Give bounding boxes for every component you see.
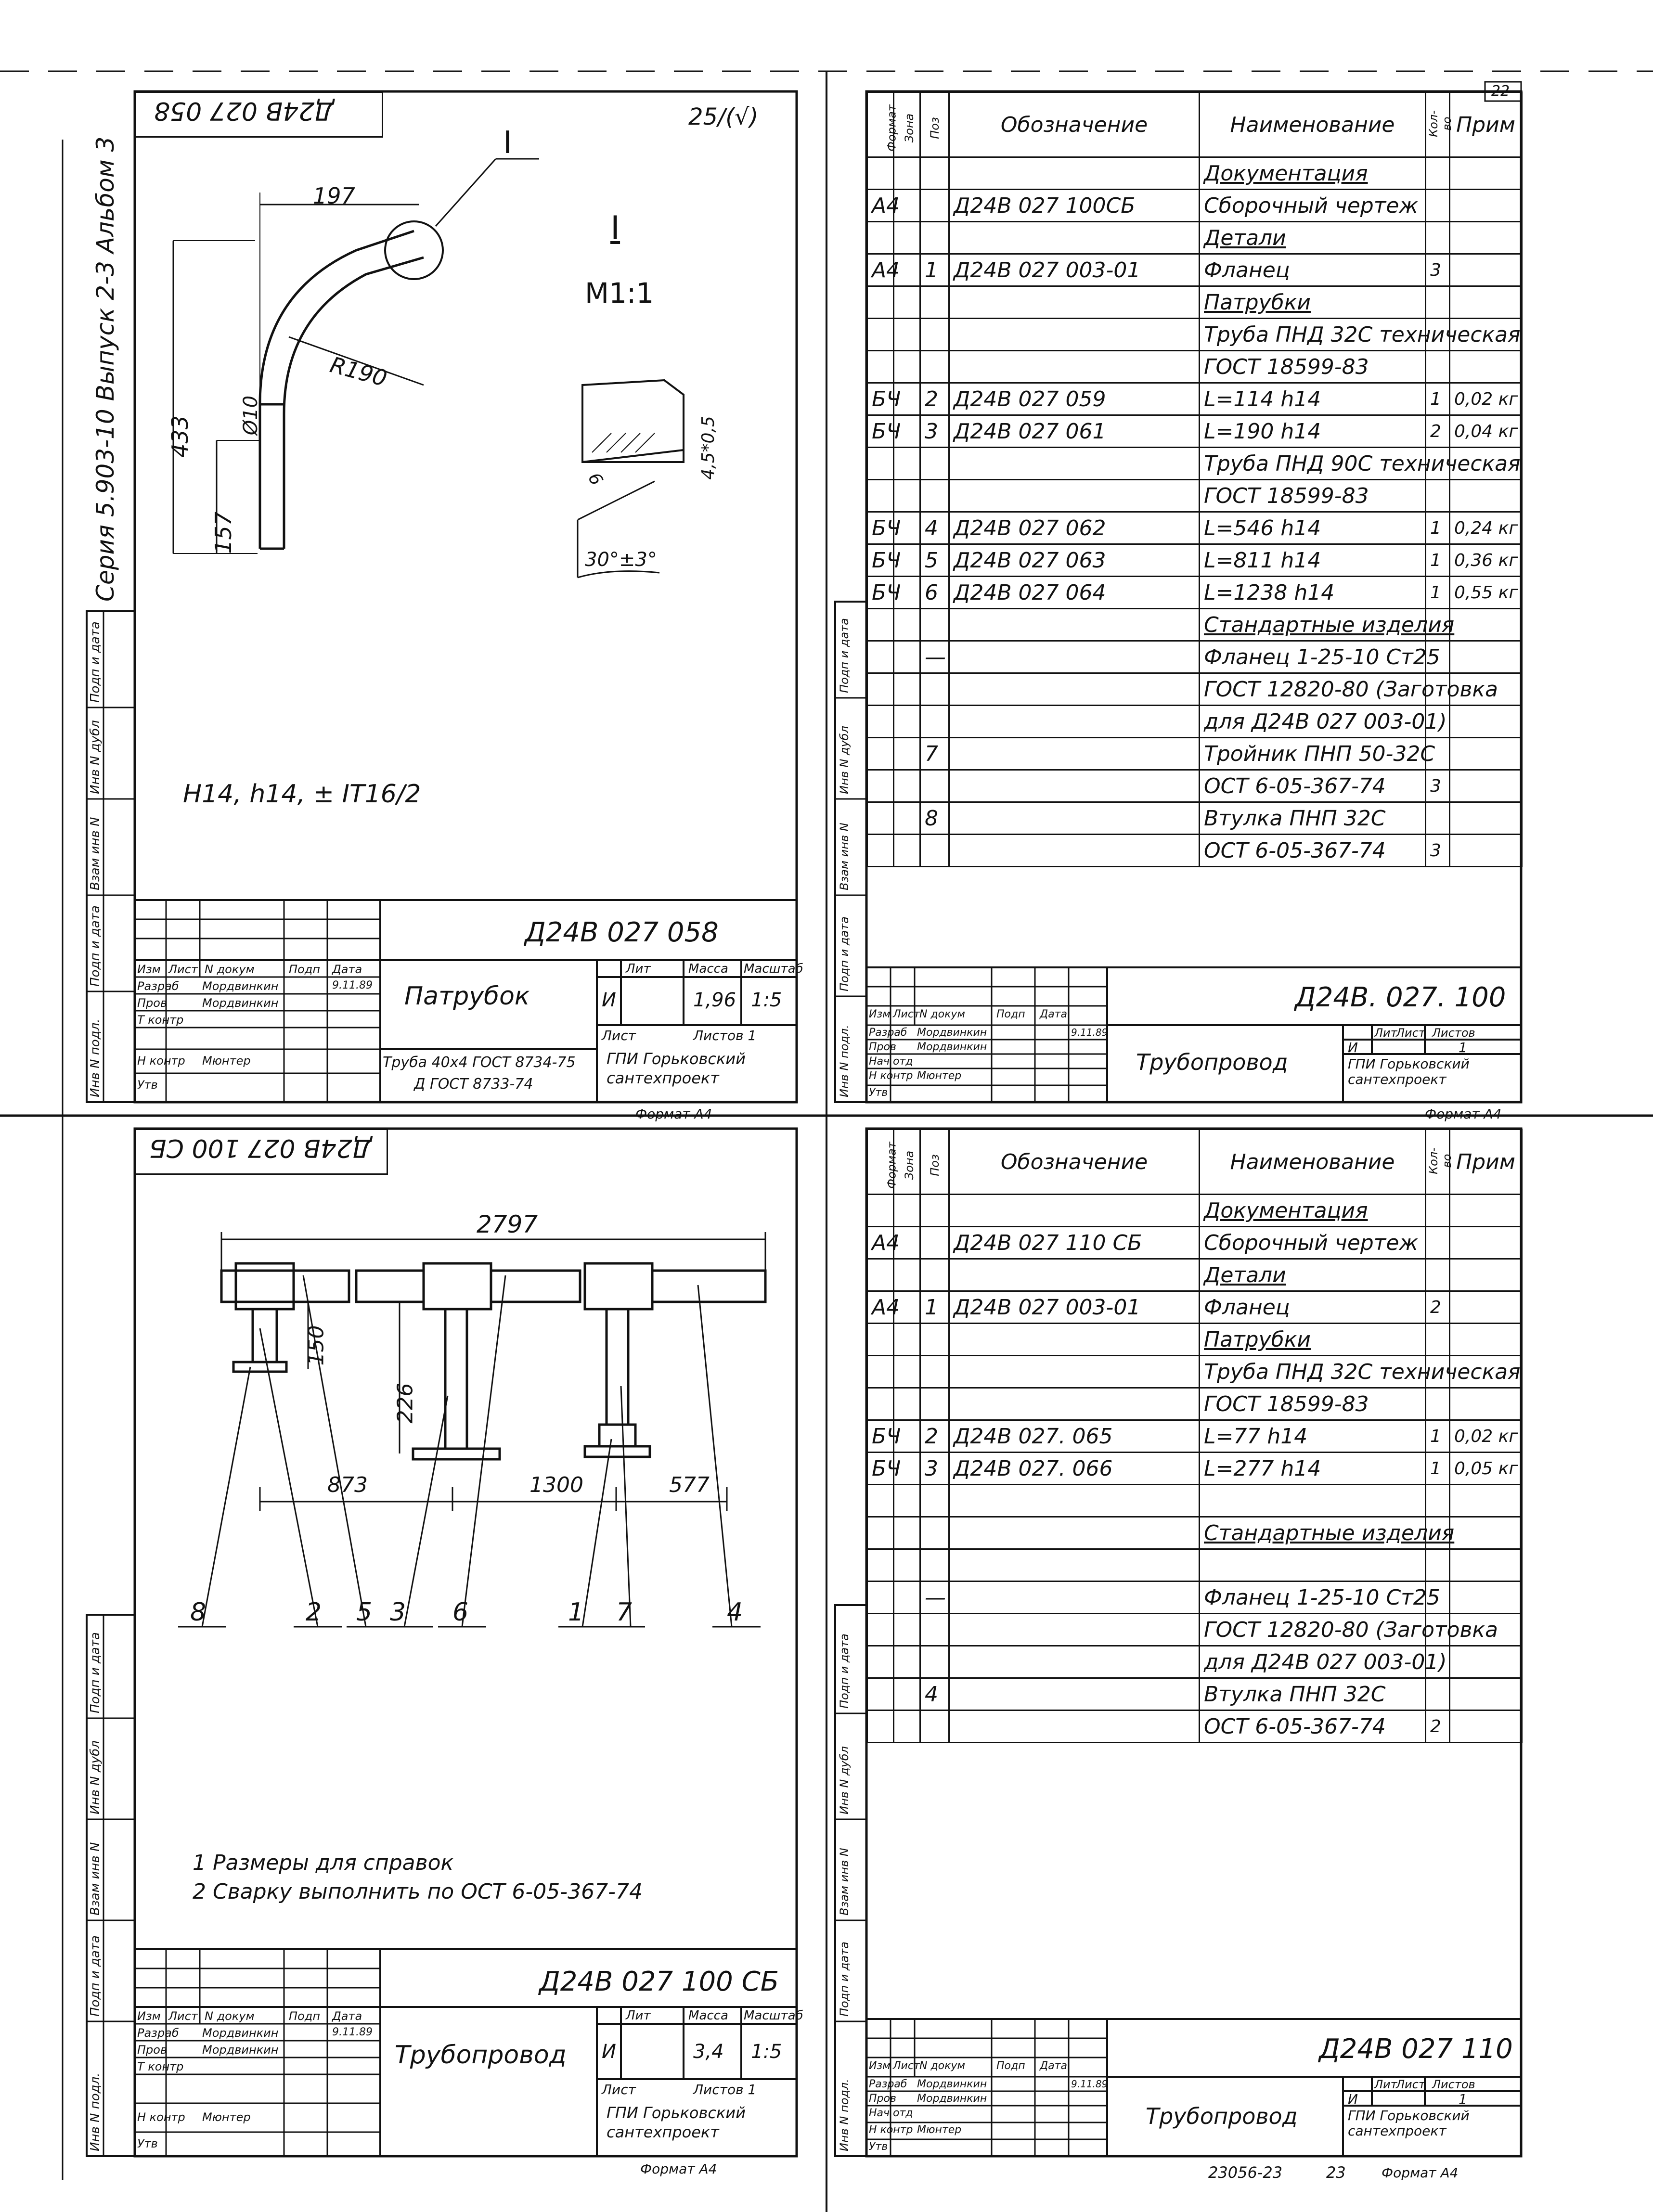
sheet3-col-izm: Изм — [137, 2009, 161, 2023]
sheet3-org: ГПИ Горьковский сантехпроект — [607, 2104, 746, 2141]
dim-2797: 2797 — [477, 1210, 538, 1238]
sheet4-lit-h: Лит — [1374, 2078, 1397, 2091]
spec4-header-1: Зона — [894, 1130, 920, 1195]
bottom-page: 23 — [1326, 2163, 1346, 2182]
sheet3-prov: Пров — [137, 2043, 168, 2057]
sheet3-mass: 3,4 — [693, 2041, 724, 2063]
spec4-cell: Сборочный чертеж — [1200, 1227, 1426, 1259]
dim-433: 433 — [167, 415, 193, 458]
sheet4-lit: И — [1348, 2091, 1358, 2107]
sheet2-org: ГПИ Горьковский сантехпроект — [1348, 1056, 1470, 1087]
side-label-inv: Инв N подл. — [88, 1018, 103, 1097]
spec2-cell: Д24В 027 100СБ — [949, 190, 1200, 222]
side-label-vzam-3: Взам инв N — [88, 1842, 103, 1916]
sheet4-sheets-h: Листов — [1432, 2078, 1475, 2091]
sheet2-col-izm: Изм — [869, 1008, 891, 1020]
spec4-cell: L=277 h14 — [1200, 1453, 1426, 1485]
spec2-cell: — — [920, 641, 949, 673]
spec2-cell: 3 — [1426, 835, 1450, 867]
spec4-header-5: Кол-во — [1426, 1130, 1450, 1195]
sheet3-prov-name: Мордвинкин — [202, 2043, 279, 2057]
sheet4-prov: Пров — [869, 2093, 896, 2105]
sheet3-utv: Утв — [137, 2137, 158, 2150]
spec4-cell: ГОСТ 18599-83 — [1200, 1388, 1426, 1420]
sheet3-format: Формат А4 — [640, 2161, 717, 2177]
sheet3-sheet-h: Лист — [602, 2082, 636, 2097]
sheet1-col-podp: Подп — [289, 963, 321, 976]
side-label-podp-2: Подп и дата — [838, 916, 851, 991]
sheet1-prov: Пров — [137, 996, 168, 1010]
side-label-inv-2: Инв N подл. — [838, 1025, 851, 1097]
rotated-code: Д24В 027 058 — [154, 96, 335, 125]
spec2-cell: Д24В 027 064 — [949, 577, 1200, 609]
spec2-cell: Д24В 027 003-01 — [949, 254, 1200, 286]
spec2-cell: 7 — [920, 738, 949, 770]
dim-phi10: Ø10 — [240, 395, 262, 436]
spec2-cell: L=811 h14 — [1200, 544, 1426, 577]
sheet3-tkontr: Т контр — [137, 2060, 184, 2073]
sheet4-nach: Нач отд — [869, 2107, 913, 2119]
sheet4-col-ndok: N докум — [919, 2060, 966, 2072]
album-stamp: Серия 5.903-10 Выпуск 2-3 Альбом 3 — [91, 136, 119, 602]
spec2-cell: ГОСТ 18599-83 — [1200, 351, 1426, 383]
spec4-cell: Втулка ПНП 32С — [1200, 1678, 1426, 1710]
sheet3-code: Д24В 027 100 СБ — [539, 1966, 779, 1997]
sheet2-prov: Пров — [869, 1041, 896, 1053]
sheet1-format: Формат А4 — [635, 1106, 712, 1122]
spec2-cell: Труба ПНД 90С техническая — [1200, 448, 1426, 480]
sheet1-col-data: Дата — [332, 963, 362, 976]
callout-5: 5 — [356, 1598, 373, 1627]
sheet3-nkontr-name: Мюнтер — [202, 2110, 251, 2124]
sheet4-org: ГПИ Горьковский сантехпроект — [1348, 2108, 1470, 2139]
callout-8: 8 — [190, 1598, 207, 1627]
spec4-cell: Д24В 027 003-01 — [949, 1291, 1200, 1324]
sheet3-lit: И — [602, 2041, 616, 2063]
sheet3-nkontr: Н контр — [137, 2110, 185, 2124]
dim-chamfer: 4,5*0,5 — [698, 416, 718, 480]
side-label-podp-4: Подп и дата — [838, 1942, 851, 2017]
spec4-cell: А4 — [867, 1291, 894, 1324]
sheet1-lit-h: Лит — [626, 962, 651, 976]
spec2-cell: L=546 h14 — [1200, 512, 1426, 544]
sheet1-mass-h: Масса — [688, 962, 728, 976]
spec2-cell: L=1238 h14 — [1200, 577, 1426, 609]
tolerance-note: H14, h14, ± IT16/2 — [183, 780, 421, 809]
spec4-cell: 2 — [1426, 1291, 1450, 1324]
spec4-cell: — — [920, 1582, 949, 1614]
spec4-cell: БЧ — [867, 1420, 894, 1453]
spec4-header-6: Прим — [1450, 1130, 1522, 1195]
roughness-mark: 25/(√) — [688, 103, 759, 130]
spec2-header-6: Прим — [1450, 92, 1522, 157]
callout-6: 6 — [452, 1598, 469, 1627]
side-label-podp2: Подп и дата — [88, 621, 103, 703]
spec4-cell: 0,05 кг — [1450, 1453, 1522, 1485]
spec2-cell: Сборочный чертеж — [1200, 190, 1426, 222]
side-label-podp2-4: Подп и дата — [838, 1633, 851, 1709]
side-label-dubl: Инв N дубл — [88, 720, 103, 794]
spec2-cell: ОСТ 6-05-367-74 — [1200, 770, 1426, 802]
sheet3-razrab-name: Мордвинкин — [202, 2026, 279, 2040]
spec2-cell: БЧ — [867, 577, 894, 609]
spec4-cell: ОСТ 6-05-367-74 — [1200, 1710, 1426, 1743]
spec2-cell: 1 — [1426, 383, 1450, 415]
side-label-inv-4: Инв N подл. — [838, 2079, 851, 2151]
sheet4-name: Трубопровод — [1146, 2103, 1298, 2129]
sheet1-razrab-name: Мордвинкин — [202, 979, 279, 993]
sheet2-col-ndok: N докум — [919, 1008, 966, 1020]
callout-4: 4 — [727, 1598, 743, 1627]
spec4-cell: 1 — [920, 1291, 949, 1324]
spec2-cell: для Д24В 027 003-01) — [1200, 706, 1426, 738]
spec2-cell: Фланец — [1200, 254, 1426, 286]
sheet1-scale: 1:5 — [751, 989, 782, 1011]
spec2-cell: 3 — [1426, 770, 1450, 802]
sheet2-razrab: Разраб — [869, 1027, 907, 1039]
spec4-cell: БЧ — [867, 1453, 894, 1485]
note-1: 1 Размеры для справок — [193, 1851, 454, 1875]
spec2-cell: Стандартные изделия — [1200, 609, 1426, 641]
spec2-cell: 1 — [1426, 544, 1450, 577]
sheet3-mass-h: Масса — [688, 2008, 728, 2023]
sheet2-nach: Нач отд — [869, 1055, 913, 1067]
sheet3-lit-h: Лит — [626, 2008, 651, 2023]
spec2-cell: Д24В 027 062 — [949, 512, 1200, 544]
spec2-cell: БЧ — [867, 512, 894, 544]
spec2-cell: 4 — [920, 512, 949, 544]
spec2-cell: Втулка ПНП 32С — [1200, 802, 1426, 835]
spec2-cell: 6 — [920, 577, 949, 609]
spec2-cell: Труба ПНД 32С техническая — [1200, 319, 1426, 351]
sheet1-nkontr-name: Мюнтер — [202, 1054, 251, 1067]
dim-226: 226 — [393, 1383, 418, 1424]
sheet4-razrab-name: Мордвинкин — [917, 2078, 987, 2090]
side-label-podp: Подп и дата — [88, 905, 103, 987]
page-number: 22 — [1491, 83, 1510, 100]
sheet1-name: Патрубок — [404, 982, 530, 1011]
spec2-cell: 2 — [1426, 415, 1450, 448]
sheet2-date: 9.11.89 — [1071, 1027, 1108, 1038]
dim-1300: 1300 — [529, 1473, 583, 1497]
spec2-cell: Тройник ПНП 50-32С — [1200, 738, 1426, 770]
side-label-podp2-2: Подп и дата — [838, 618, 851, 693]
sheet3-name: Трубопровод — [395, 2041, 567, 2070]
detail-title: I — [610, 209, 620, 247]
spec4-cell: Фланец 1-25-10 Ст25 — [1200, 1582, 1426, 1614]
side-label-dubl-2: Инв N дубл — [838, 726, 851, 794]
spec2-header-1: Зона — [894, 92, 920, 157]
side-label-dubl-3: Инв N дубл — [88, 1740, 103, 1814]
sheet3-scale-h: Масштаб — [744, 2008, 803, 2023]
sheet1-org: ГПИ Горьковский сантехпроект — [607, 1050, 746, 1087]
sheet2-name: Трубопровод — [1136, 1049, 1288, 1075]
callout-1: 1 — [568, 1598, 584, 1627]
spec2-cell: БЧ — [867, 544, 894, 577]
dim-873: 873 — [327, 1473, 368, 1497]
spec4-cell: А4 — [867, 1227, 894, 1259]
spec2-cell: ГОСТ 18599-83 — [1200, 480, 1426, 512]
spec4-cell: 1 — [1426, 1453, 1450, 1485]
spec4-cell: 0,02 кг — [1450, 1420, 1522, 1453]
side-label-podp2-3: Подп и дата — [88, 1632, 103, 1713]
spec4-cell: L=77 h14 — [1200, 1420, 1426, 1453]
dim-6: 6 — [583, 469, 607, 489]
sheet4-col-data: Дата — [1040, 2060, 1067, 2072]
sheet2-sheet-h: Лист — [1396, 1026, 1425, 1040]
sheet4-sheet-h: Лист — [1396, 2078, 1425, 2091]
sheet3-col-list: Лист — [168, 2009, 198, 2023]
spec4-cell: ГОСТ 12820-80 (Заготовка — [1200, 1614, 1426, 1646]
sheet3-col-podp: Подп — [289, 2009, 321, 2023]
spec2-header-3: Обозначение — [949, 92, 1200, 157]
sheet2-utv: Утв — [869, 1087, 888, 1099]
spec2-cell: L=190 h14 — [1200, 415, 1426, 448]
spec2-header-5: Кол-во — [1426, 92, 1450, 157]
spec2-cell: 1 — [920, 254, 949, 286]
bottom-code: 23056-23 — [1208, 2163, 1283, 2182]
sheet1-tkontr: Т контр — [137, 1013, 184, 1027]
spec4-cell: 2 — [920, 1420, 949, 1453]
sheet4-razrab: Разраб — [869, 2078, 907, 2090]
spec2-cell: А4 — [867, 190, 894, 222]
sheet2-format: Формат А4 — [1425, 1106, 1502, 1122]
sheet2-nkontr-name: Мюнтер — [917, 1070, 962, 1082]
spec4-cell: 1 — [1426, 1420, 1450, 1453]
spec4-header-2: Поз — [920, 1130, 949, 1195]
sheet3-date: 9.11.89 — [332, 2026, 373, 2038]
sheet1-material-1: Труба 40х4 ГОСТ 8734-75 — [383, 1054, 576, 1071]
side-label-podp-3: Подп и дата — [88, 1935, 103, 2017]
sheet1-prov-name: Мордвинкин — [202, 996, 279, 1010]
spec2-cell: 1 — [1426, 512, 1450, 544]
spec4-cell: Труба ПНД 32С техническая — [1200, 1356, 1426, 1388]
side-label-vzam-4: Взам инв N — [838, 1848, 851, 1916]
dim-angle: 30°±3° — [585, 549, 657, 571]
spec4-header-0: Формат — [867, 1130, 894, 1195]
sheet4-col-izm: Изм — [869, 2060, 891, 2072]
spec2-cell: БЧ — [867, 415, 894, 448]
spec2-cell: Д24В 027 059 — [949, 383, 1200, 415]
spec2-cell: Д24В 027 061 — [949, 415, 1200, 448]
sheet4-nkontr: Н контр — [869, 2124, 913, 2136]
dim-197: 197 — [313, 183, 355, 209]
sheet2-col-list: Лист — [893, 1008, 920, 1020]
spec4-cell: Детали — [1200, 1259, 1426, 1291]
sheet3-col-ndok: N докум — [205, 2009, 255, 2023]
sheet1-razrab: Разраб — [137, 979, 179, 993]
sheet2-lit: И — [1348, 1040, 1358, 1055]
note-2: 2 Сварку выполнить по ОСТ 6-05-367-74 — [193, 1879, 643, 1904]
sheet3-sheets-h: Листов 1 — [693, 2082, 757, 2097]
spec4-cell: для Д24В 027 003-01) — [1200, 1646, 1426, 1678]
spec4-cell: 4 — [920, 1678, 949, 1710]
spec4-cell: Документация — [1200, 1195, 1426, 1227]
spec2-header-4: Наименование — [1200, 92, 1426, 157]
spec2-cell: 8 — [920, 802, 949, 835]
spec2-cell: 1 — [1426, 577, 1450, 609]
sheet4-col-podp: Подп — [996, 2060, 1025, 2072]
sheet3-razrab: Разраб — [137, 2026, 179, 2040]
dim-150: 150 — [304, 1325, 329, 1366]
sheet1-lit: И — [602, 989, 616, 1011]
sheet1-col-izm: Изм — [137, 963, 161, 976]
side-label-vzam: Взам инв N — [88, 817, 103, 890]
spec2-cell: 3 — [1426, 254, 1450, 286]
detail-scale: М1:1 — [585, 277, 654, 309]
dim-577: 577 — [669, 1473, 710, 1497]
sheet4-prov-name: Мордвинкин — [917, 2093, 987, 2105]
spec4-cell: Д24В 027. 065 — [949, 1420, 1200, 1453]
spec2-cell: 0,36 кг — [1450, 544, 1522, 577]
sheet2-col-podp: Подп — [996, 1008, 1025, 1020]
spec2-cell: Фланец 1-25-10 Ст25 — [1200, 641, 1426, 673]
side-label-inv-3: Инв N подл. — [88, 2072, 103, 2151]
spec2-cell: 5 — [920, 544, 949, 577]
spec2-cell: ОСТ 6-05-367-74 — [1200, 835, 1426, 867]
side-label-dubl-4: Инв N дубл — [838, 1746, 851, 1814]
spec2-cell: Д24В 027 063 — [949, 544, 1200, 577]
sheet1-utv: Утв — [137, 1078, 158, 1092]
spec2-cell: Детали — [1200, 222, 1426, 254]
callout-7: 7 — [616, 1598, 633, 1627]
detail-marker: I — [503, 125, 512, 161]
sheet2-sheets: 1 — [1459, 1040, 1467, 1055]
sheet3-scale: 1:5 — [751, 2041, 782, 2063]
sheet2-nkontr: Н контр — [869, 1070, 913, 1082]
sheet1-sheets-h: Листов 1 — [693, 1028, 757, 1043]
sheet4-nkontr-name: Мюнтер — [917, 2124, 962, 2136]
spec2-cell: 0,02 кг — [1450, 383, 1522, 415]
spec4-header-4: Наименование — [1200, 1130, 1426, 1195]
sheet4-format: Формат А4 — [1382, 2165, 1459, 2181]
sheet4-col-list: Лист — [893, 2060, 920, 2072]
sheet4-date: 9.11.89 — [1071, 2078, 1108, 2090]
sheet2-prov-name: Мордвинкин — [917, 1041, 987, 1053]
rotated-code-3: Д24В 027 100 СБ — [149, 1133, 372, 1162]
sheet2-sheets-h: Листов — [1432, 1026, 1475, 1040]
side-label-vzam-2: Взам инв N — [838, 823, 851, 890]
sheet1-col-ndok: N докум — [205, 963, 255, 976]
spec2-cell: 3 — [920, 415, 949, 448]
spec4-cell: Патрубки — [1200, 1324, 1426, 1356]
spec2-cell: ГОСТ 12820-80 (Заготовка — [1200, 673, 1426, 706]
spec2-cell: 0,55 кг — [1450, 577, 1522, 609]
sheet2-razrab-name: Мордвинкин — [917, 1027, 987, 1039]
callout-3: 3 — [390, 1598, 406, 1627]
sheet1-col-list: Лист — [168, 963, 198, 976]
sheet2-lit-h: Лит — [1374, 1026, 1397, 1040]
spec4-cell: Стандартные изделия — [1200, 1517, 1426, 1549]
spec4-cell: 3 — [920, 1453, 949, 1485]
dim-157: 157 — [210, 512, 236, 554]
spec4-cell: Д24В 027 110 СБ — [949, 1227, 1200, 1259]
sheet4-utv: Утв — [869, 2141, 888, 2153]
sheet1-nkontr: Н контр — [137, 1054, 185, 1067]
spec2-cell: 0,24 кг — [1450, 512, 1522, 544]
sheet2-code: Д24В. 027. 100 — [1295, 982, 1506, 1013]
sheet1-scale-h: Масштаб — [744, 962, 803, 976]
spec4-cell: Д24В 027. 066 — [949, 1453, 1200, 1485]
spec2-cell: L=114 h14 — [1200, 383, 1426, 415]
dim-r190: R190 — [327, 351, 390, 392]
sheet1-sheet-h: Лист — [602, 1028, 636, 1043]
sheet1-code: Д24В 027 058 — [525, 917, 719, 948]
spec2-header-0: Формат — [867, 92, 894, 157]
sheet1-mass: 1,96 — [693, 989, 736, 1011]
spec2-cell: 0,04 кг — [1450, 415, 1522, 448]
sheet4-code: Д24В 027 110 — [1319, 2033, 1513, 2065]
spec4-header-3: Обозначение — [949, 1130, 1200, 1195]
sheet2-col-data: Дата — [1040, 1008, 1067, 1020]
spec2-cell: Патрубки — [1200, 286, 1426, 319]
sheet1-date: 9.11.89 — [332, 979, 373, 991]
spec4-cell: 2 — [1426, 1710, 1450, 1743]
sheet1-material-2: Д ГОСТ 8733-74 — [414, 1076, 533, 1093]
spec2-cell: БЧ — [867, 383, 894, 415]
sheet4-sheets: 1 — [1459, 2091, 1467, 2107]
spec2-cell: Документация — [1200, 157, 1426, 190]
spec2-cell: 2 — [920, 383, 949, 415]
spec2-header-2: Поз — [920, 92, 949, 157]
sheet3-col-data: Дата — [332, 2009, 362, 2023]
callout-2: 2 — [306, 1598, 322, 1627]
spec2-cell: А4 — [867, 254, 894, 286]
spec4-cell: Фланец — [1200, 1291, 1426, 1324]
